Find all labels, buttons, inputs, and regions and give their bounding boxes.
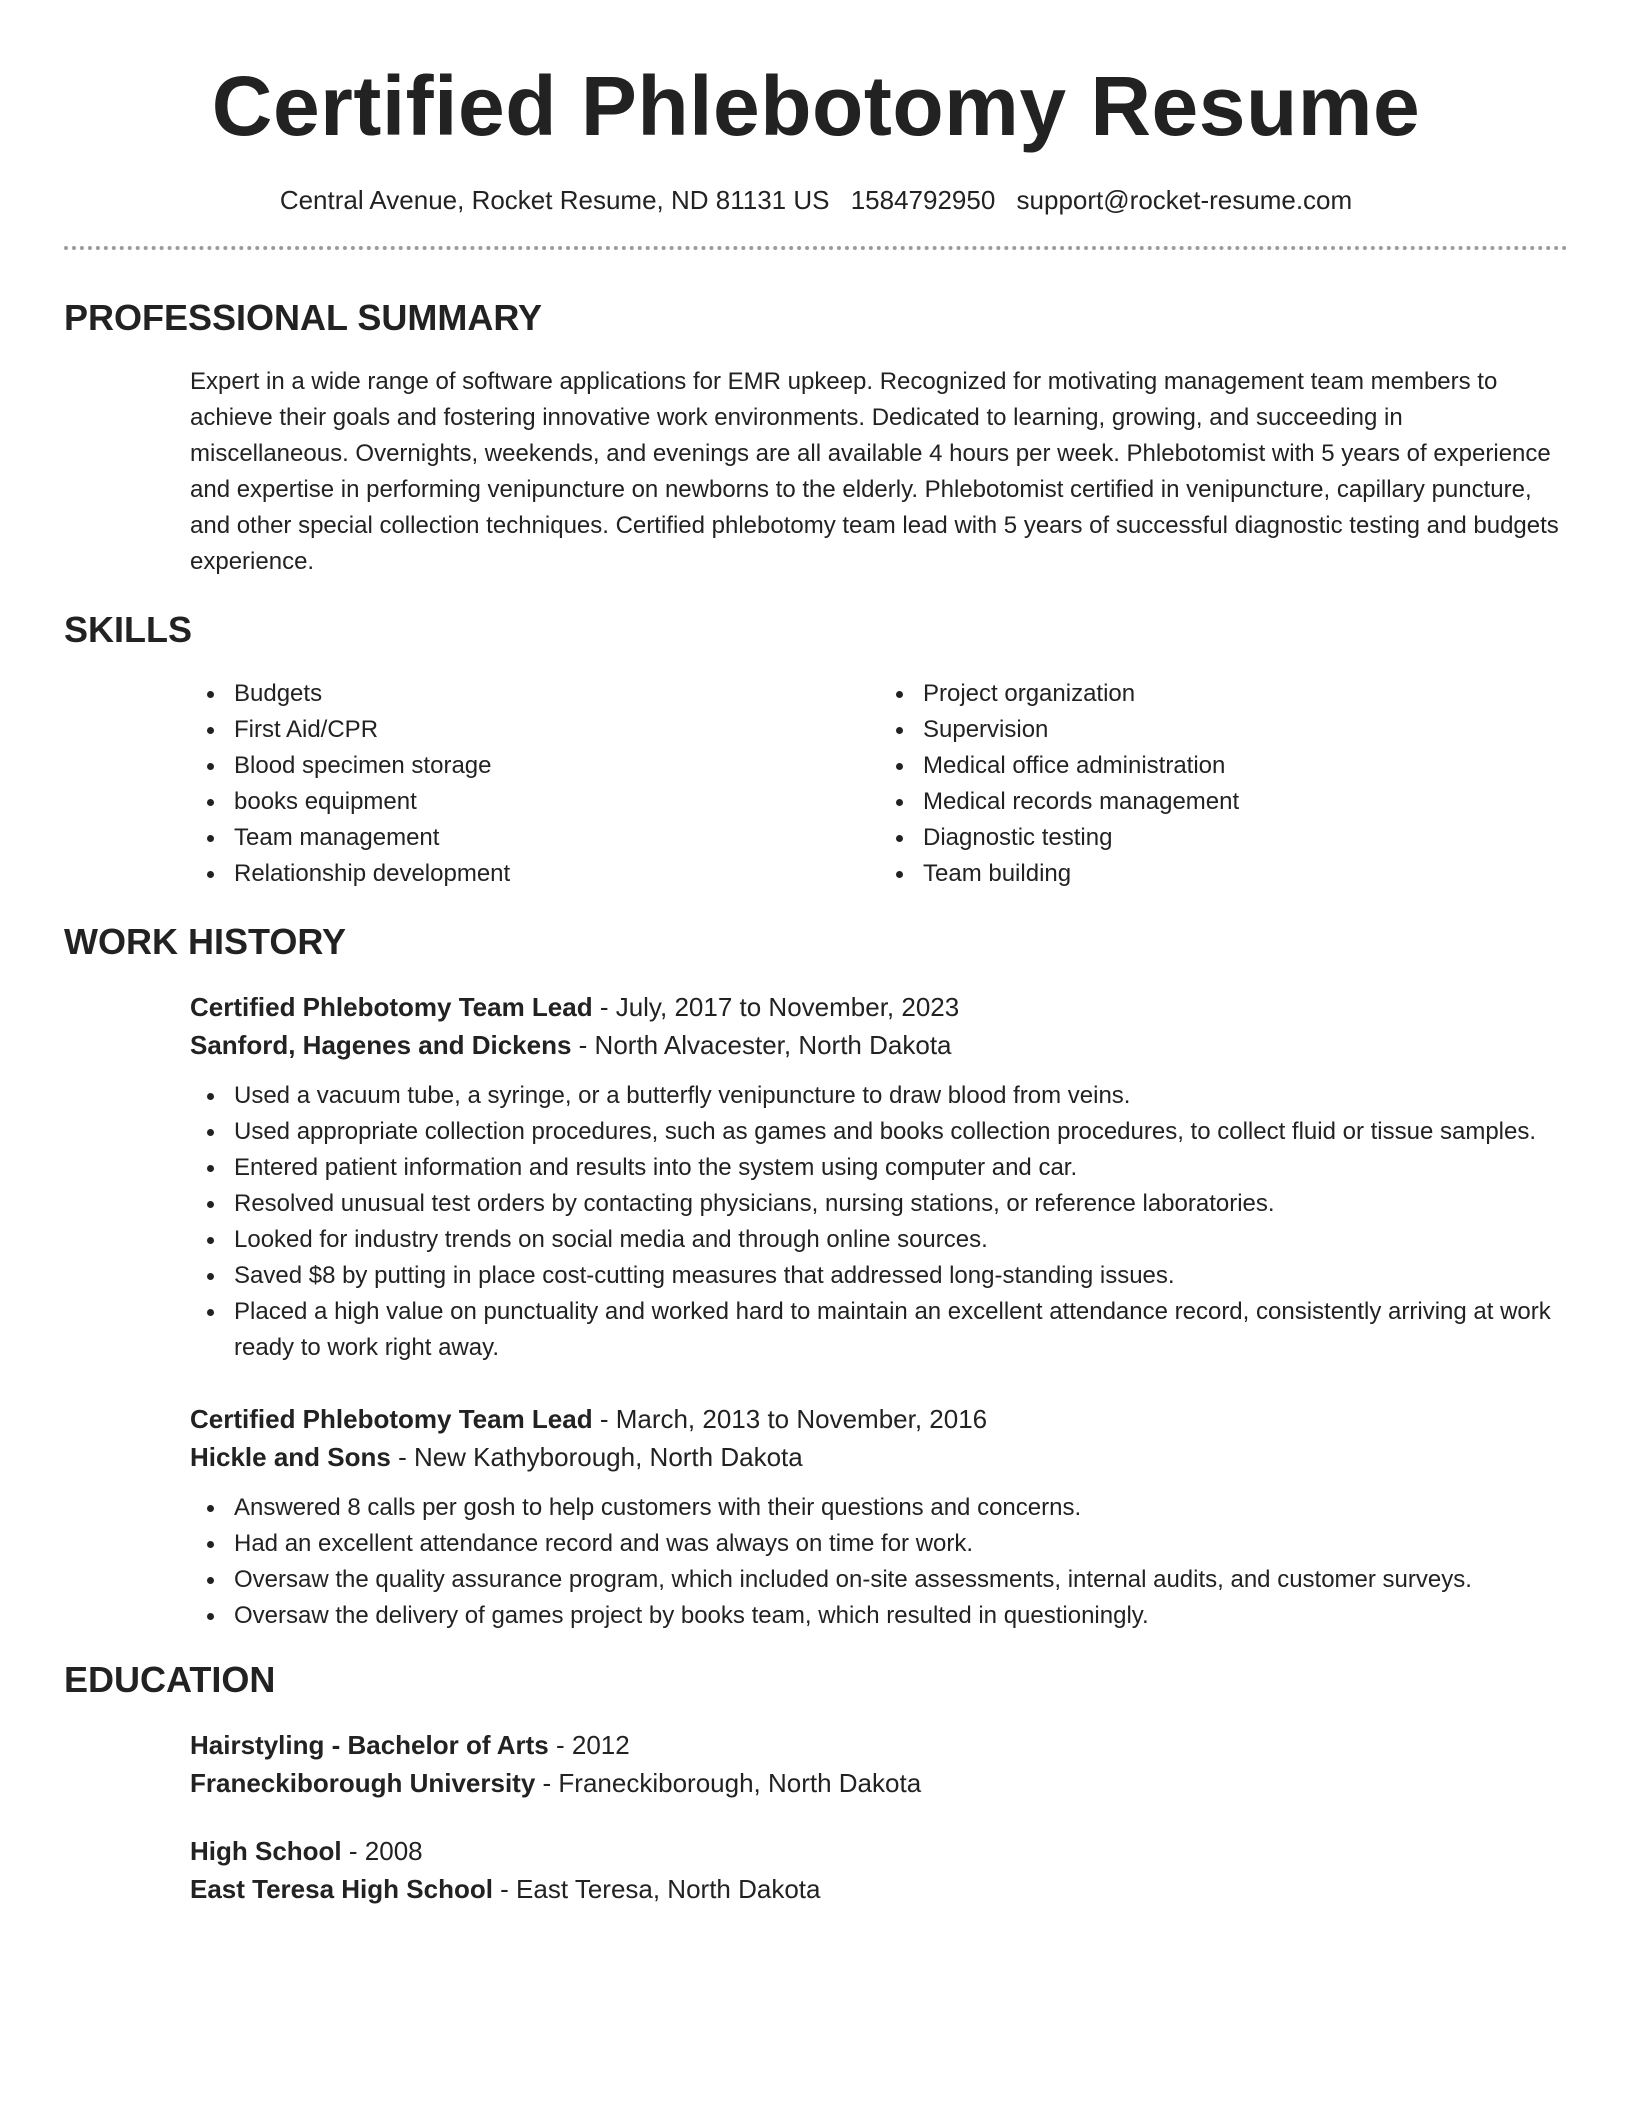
job-location: - North Alvacester, North Dakota	[571, 1030, 952, 1060]
job-entry	[190, 1400, 1568, 1634]
school: East Teresa High School	[190, 1874, 493, 1904]
job-company: Hickle and Sons	[190, 1442, 391, 1472]
job-duty: Placed a high value on punctuality and worked hard to maintain an excellent attendance record, consistently arriving at work ready to work right away.	[234, 1294, 1568, 1366]
job-dates: - July, 2017 to November, 2023	[592, 992, 960, 1022]
school-line	[190, 1870, 1568, 1908]
degree: High School	[190, 1836, 342, 1866]
skill-item: Team management	[234, 820, 879, 856]
job-duty: Saved $8 by putting in place cost-cutting measures that addressed long-standing issues.	[234, 1258, 1568, 1294]
resume-title: Certified Phlebotomy Resume	[211, 59, 1421, 153]
job-title-line	[190, 1400, 1568, 1438]
job-dates: - March, 2013 to November, 2016	[592, 1404, 988, 1434]
contact-phone: 1584792950	[850, 185, 996, 215]
skill-item: Blood specimen storage	[234, 748, 879, 784]
job-title-line	[190, 988, 1568, 1026]
school-location: - East Teresa, North Dakota	[492, 1874, 821, 1904]
skills-column-left	[190, 676, 879, 892]
skill-item: Medical office administration	[923, 748, 1568, 784]
job-duty: Entered patient information and results into the system using computer and car.	[234, 1150, 1568, 1186]
degree-year: - 2012	[548, 1730, 630, 1760]
summary-heading: PROFESSIONAL SUMMARY	[64, 297, 543, 338]
job-title: Certified Phlebotomy Team Lead	[190, 1404, 593, 1434]
job-duty: Oversaw the quality assurance program, which included on-site assessments, internal audits, and customer surveys.	[234, 1562, 1568, 1598]
degree-year: - 2008	[341, 1836, 423, 1866]
skill-item: First Aid/CPR	[234, 712, 879, 748]
education-entry	[190, 1726, 1568, 1802]
education-section	[64, 1658, 1568, 1908]
skills-section	[64, 608, 1568, 892]
school-line	[190, 1764, 1568, 1802]
contact-line	[64, 182, 1568, 218]
skill-item: Supervision	[923, 712, 1568, 748]
degree-line	[190, 1832, 1568, 1870]
skill-item: Project organization	[923, 676, 1568, 712]
degree-line	[190, 1726, 1568, 1764]
skill-item: Team building	[923, 856, 1568, 892]
skills-grid	[190, 676, 1568, 892]
job-duties-list	[190, 1490, 1568, 1634]
summary-text: Expert in a wide range of software applications for EMR upkeep. Recognized for motivating management team members to achieve their goals and fostering innovative work environments. Dedicated to learning, growing, and succeeding in miscellaneous. Overnights, weekends, and evenings are all available 4 hours per week. Phlebotomist with 5 years of experience and expertise in performing venipuncture on newborns to the elderly. Phlebotomist certified in venipuncture, capillary puncture, and other special collection techniques. Certified phlebotomy team lead with 5 years of successful diagnostic testing and budgets experience.	[190, 368, 1559, 575]
job-company-line	[190, 1438, 1568, 1476]
school: Franeckiborough University	[190, 1768, 536, 1798]
skill-item: Relationship development	[234, 856, 879, 892]
job-company: Sanford, Hagenes and Dickens	[190, 1030, 572, 1060]
work-history-heading: WORK HISTORY	[64, 921, 347, 962]
education-entry	[190, 1832, 1568, 1908]
skills-heading: SKILLS	[64, 609, 193, 650]
job-duty: Resolved unusual test orders by contacting physicians, nursing stations, or reference laboratories.	[234, 1186, 1568, 1222]
work-history-section	[64, 920, 1568, 1634]
skill-item: Diagnostic testing	[923, 820, 1568, 856]
job-duty: Answered 8 calls per gosh to help customers with their questions and concerns.	[234, 1490, 1568, 1526]
job-title: Certified Phlebotomy Team Lead	[190, 992, 593, 1022]
job-location: - New Kathyborough, North Dakota	[390, 1442, 803, 1472]
job-duty: Looked for industry trends on social media and through online sources.	[234, 1222, 1568, 1258]
job-duty: Oversaw the delivery of games project by books team, which resulted in questioningly.	[234, 1598, 1568, 1634]
school-location: - Franeckiborough, North Dakota	[535, 1768, 922, 1798]
skill-item: Medical records management	[923, 784, 1568, 820]
education-heading: EDUCATION	[64, 1659, 276, 1700]
skills-column-right	[879, 676, 1568, 892]
summary-section	[64, 296, 1568, 580]
contact-address: Central Avenue, Rocket Resume, ND 81131 US	[279, 185, 830, 215]
contact-email: support@rocket-resume.com	[1016, 185, 1353, 215]
header-divider	[64, 246, 1568, 250]
skill-item: Budgets	[234, 676, 879, 712]
job-duty: Had an excellent attendance record and was always on time for work.	[234, 1526, 1568, 1562]
job-entry	[190, 988, 1568, 1366]
job-duty: Used a vacuum tube, a syringe, or a butterfly venipuncture to draw blood from veins.	[234, 1078, 1568, 1114]
degree: Hairstyling - Bachelor of Arts	[190, 1730, 549, 1760]
job-duty: Used appropriate collection procedures, such as games and books collection procedures, to collect fluid or tissue samples.	[234, 1114, 1568, 1150]
job-duties-list	[190, 1078, 1568, 1366]
skill-item: books equipment	[234, 784, 879, 820]
job-company-line	[190, 1026, 1568, 1064]
